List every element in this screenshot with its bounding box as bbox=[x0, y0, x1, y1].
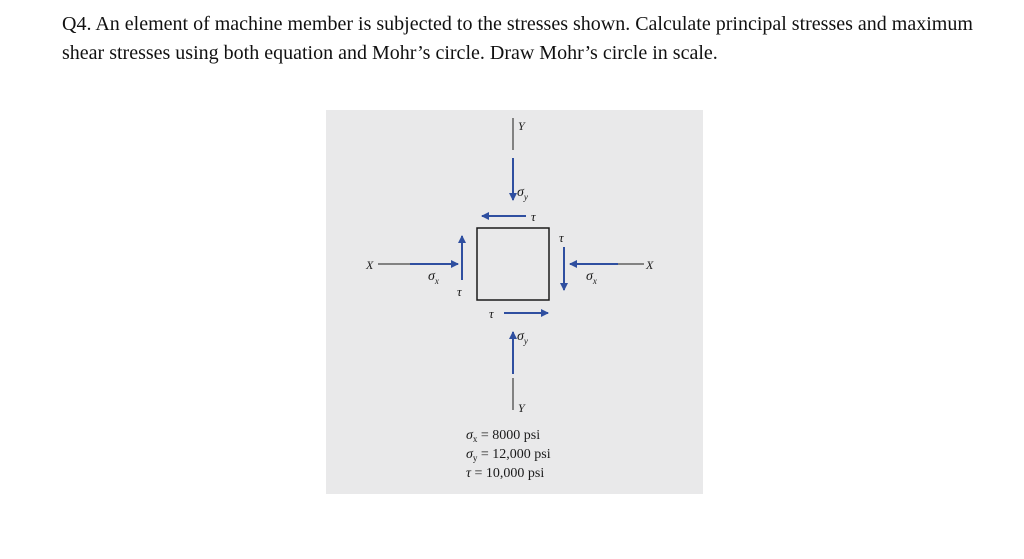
y-axis-label-top: Y bbox=[518, 119, 525, 133]
sigma-y-bottom-label: $\sigma_y$ bbox=[517, 329, 528, 346]
sigma-y-value: $\sigma_y = 12,000$ psi bbox=[466, 447, 551, 463]
x-axis-label-left: X bbox=[366, 258, 374, 272]
sigma-x-value: $\sigma_x = 8000$ psi bbox=[466, 428, 541, 444]
tau-value: τ = 10,000 psi bbox=[466, 466, 545, 481]
sigma-y-top-label: $\sigma_y$ bbox=[517, 185, 528, 202]
tau-right-label: τ bbox=[559, 230, 564, 245]
x-axis-label-right: X bbox=[646, 258, 654, 272]
y-axis-label-bottom: Y bbox=[518, 401, 525, 415]
tau-top-label: τ bbox=[531, 209, 536, 224]
sigma-x-right-label: $\sigma_x$ bbox=[586, 269, 597, 286]
stress-element-figure bbox=[326, 110, 703, 494]
sigma-x-left-label: $\sigma_x$ bbox=[428, 269, 439, 286]
tau-left-label: τ bbox=[457, 284, 462, 299]
given-values bbox=[466, 428, 551, 481]
stress-element-square bbox=[477, 228, 549, 300]
tau-bottom-label: τ bbox=[489, 306, 494, 321]
question-text: Q4. An element of machine member is subjected to the stresses shown. Calculate principal stresses and maximum shear stresses using both equation and Mohr’s circle. Draw Mohr’s circle in scale. bbox=[62, 13, 973, 64]
